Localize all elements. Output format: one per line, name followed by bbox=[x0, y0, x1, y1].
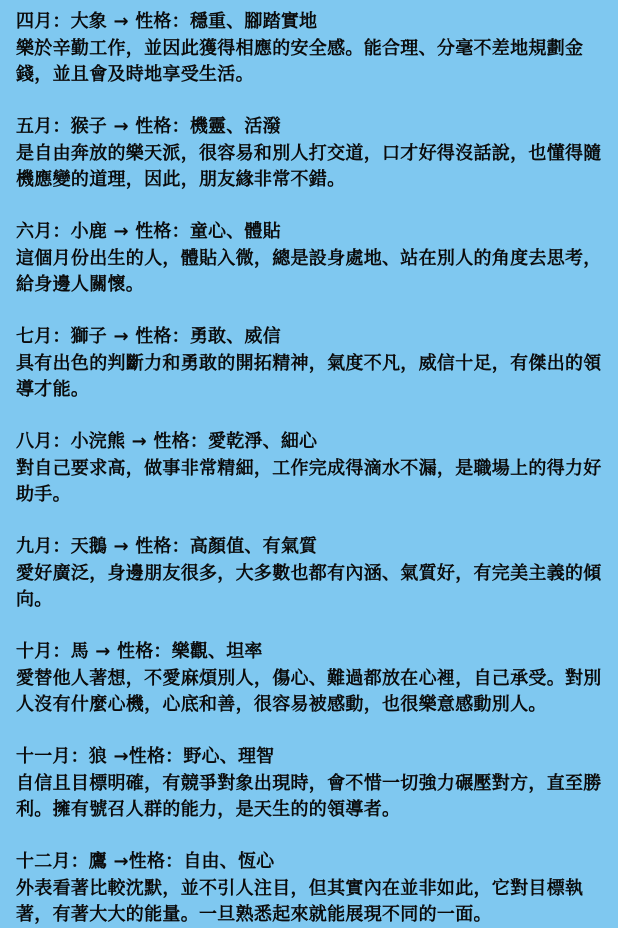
entry-october bbox=[16, 638, 604, 718]
entry-heading: 八月：小浣熊 → 性格：愛乾淨、細心 bbox=[16, 431, 318, 452]
entry-november bbox=[16, 743, 604, 823]
entry-description: 愛替他人著想，不愛麻煩別人，傷心、難過都放在心裡，自己承受。對別人沒有什麼心機，心底和善，很容易被感動，也很樂意感動別人。 bbox=[16, 668, 602, 715]
entry-july bbox=[16, 323, 604, 403]
entry-heading: 十二月：鷹 →性格：自由、恆心 bbox=[16, 851, 275, 872]
entry-heading: 十月：馬 → 性格：樂觀、坦率 bbox=[16, 641, 263, 662]
entry-heading: 四月：大象 → 性格：穩重、腳踏實地 bbox=[16, 11, 318, 32]
entry-description: 對自己要求高，做事非常精細，工作完成得滴水不漏，是職場上的得力好助手。 bbox=[16, 458, 602, 505]
entry-may bbox=[16, 113, 604, 193]
entry-heading: 五月：猴子 → 性格：機靈、活潑 bbox=[16, 116, 281, 137]
entry-august bbox=[16, 428, 604, 508]
entry-description: 樂於辛勤工作，並因此獲得相應的安全感。能合理、分毫不差地規劃金錢，並且會及時地享受生活。 bbox=[16, 38, 584, 85]
entry-description: 是自由奔放的樂天派，很容易和別人打交道，口才好得沒話說，也懂得隨機應變的道理，因此，朋友緣非常不錯。 bbox=[16, 143, 602, 190]
entry-september bbox=[16, 533, 604, 613]
entry-june bbox=[16, 218, 604, 298]
entry-description: 這個月份出生的人，體貼入微，總是設身處地、站在別人的角度去思考，給身邊人關懷。 bbox=[16, 248, 602, 295]
entry-heading: 九月：天鵝 → 性格：高顏值、有氣質 bbox=[16, 536, 318, 557]
entry-description: 外表看著比較沈默，並不引人注目，但其實內在並非如此，它對目標執著，有著大大的能量。一旦熟悉起來就能展現不同的一面。 bbox=[16, 878, 584, 925]
entry-description: 具有出色的判斷力和勇敢的開拓精神，氣度不凡，威信十足，有傑出的領導才能。 bbox=[16, 353, 602, 400]
entry-description: 自信且目標明確，有競爭對象出現時，會不惜一切強力碾壓對方，直至勝利。擁有號召人群的能力，是天生的的領導者。 bbox=[16, 773, 602, 820]
entry-heading: 七月：獅子 → 性格：勇敢、威信 bbox=[16, 326, 281, 347]
entry-heading: 十一月：狼 →性格：野心、理智 bbox=[16, 746, 275, 767]
entry-april bbox=[16, 8, 604, 88]
entry-december bbox=[16, 848, 604, 928]
entry-heading: 六月：小鹿 → 性格：童心、體貼 bbox=[16, 221, 281, 242]
entry-description: 愛好廣泛，身邊朋友很多，大多數也都有內涵、氣質好，有完美主義的傾向。 bbox=[16, 563, 602, 610]
